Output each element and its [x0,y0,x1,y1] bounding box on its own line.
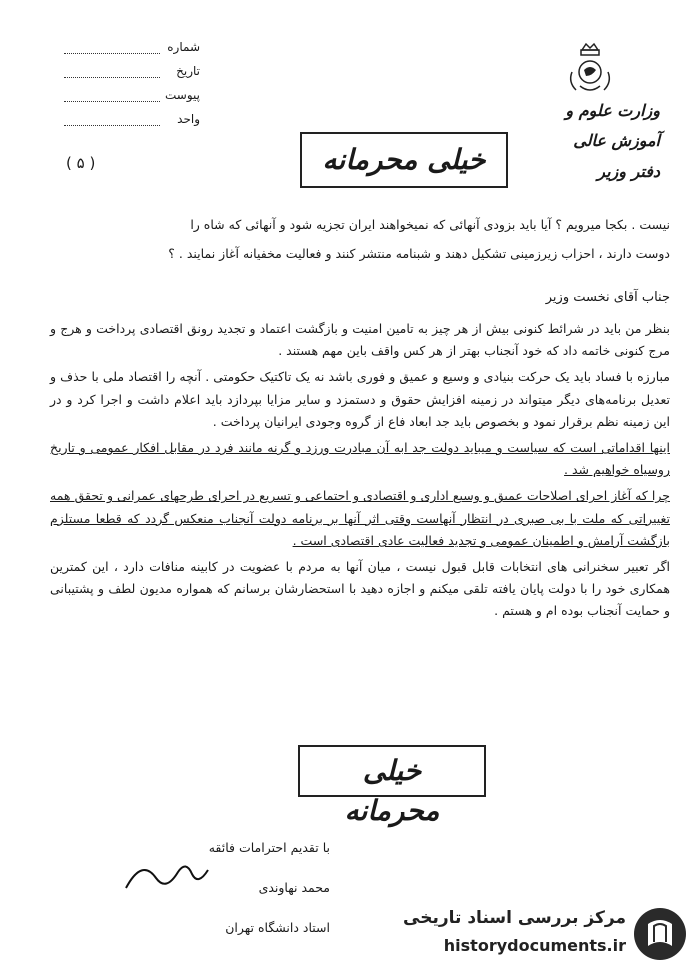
field-attachment [60,78,200,102]
page-number: ( ۵ ) [66,154,96,172]
field-number-label: شماره [167,40,200,54]
confidential-stamp-bottom: خیلی محرمانه [298,745,486,797]
ministry-heading [520,96,660,187]
paragraph: چرا که آغاز اجرای اصلاحات عمیق و وسیع اداری و اقتصادی و اجتماعی و تسریع در اجرای طرحهای عمرانی و تحقق همه تغییراتی که ملت با بی صبری در انتظار آنهاست وقتی اثر آنها بر برنامه دولت آنجناب منعکس گردد که قطعا مستلزم بازگشت آرامش و اطمینان عمومی و تجدید فعالیت عادی اقتصادی است . [50,488,670,548]
archive-url[interactable]: historydocuments.ir [443,936,626,955]
paragraph: اگر تعبیر سخنرانی های انتخابات قابل قبول نیست ، میان آنها به مردم با عضویت در کابینه منافات دارد ، این کمترین همکاری خود را با دولت پایان یافته تلقی میکنم و اجازه دهید با استحضارشان برسانم که همواره مدیون لطف و پشتیبانی و حمایت آنجناب بوده ام و هستم . [50,559,670,619]
paragraph: مبارزه با فساد باید یک حرکت بنیادی و وسیع و عمیق و فوری باشد نه یک تاکتیک حکومتی . آنچه را اقتصاد ملی با حذف و تعدیل برنامه‌های دیگر میتواند در زمینه افزایش حقوق و دستمزد و سایر مزایا بپردازد باید اعلام داشت و اجرا کرد و در این زمینه نظم برقرار نمود و بخصوص باید جد ابعاد فاع از گروه وجودی ایرانیان پرداخت . [50,369,670,429]
archive-logo-icon [632,906,688,962]
archive-title: مرکز بررسی اسناد تاریخی [403,908,626,928]
ministry-name: وزارت علوم و آموزش عالی [565,101,660,151]
confidential-stamp-top: خیلی محرمانه [300,132,508,188]
field-date-label: تاریخ [176,64,200,78]
paragraph: اینها اقداماتی است که سیاست و میباید دولت جد ابه آن مبادرت ورزد و گرنه مانند فرد در مقابل افکار عمومی و تاریخ روسیاه خواهیم شد . [50,440,670,478]
closing-regards: با تقدیم احترامات فائقه [208,840,330,855]
signer-title: استاد دانشگاه تهران [225,920,330,935]
field-unit [60,102,200,126]
handwritten-signature-icon [122,848,212,898]
field-number-line [64,41,160,54]
lion-and-sun-emblem-icon [566,42,614,98]
field-date [60,54,200,78]
field-unit-line [64,113,160,126]
salutation: جناب آقای نخست وزیر [545,290,670,305]
intro-line: دوست دارند ، احزاب زیرزمینی تشکیل دهند و شبنامه منتشر کنند و فعالیت مخفیانه آغاز نمایند . ؟ [168,245,670,261]
field-number [60,30,200,54]
paragraph: بنظر من باید در شرائط کنونی بیش از هر چیز به تامین امنیت و بازگشت اعتماد و تجدید رونق اقتصادی پرداخت و هرج و مرج کنونی خاتمه داد که خود آنجناب بهتر از هر کس واقف باین مهم هستند . [50,321,670,359]
field-attachment-label: پیوست [165,88,200,102]
office-name: دفتر وزیر [597,161,660,181]
intro-text [50,214,670,271]
header-fields [60,30,200,126]
intro-line: نیست . بکجا میرویم ؟ آیا باید بزودی آنهائی که نمیخواهند ایران تجزیه شود و آنهائی که شاه را [190,217,670,232]
field-attachment-line [64,89,160,102]
archive-watermark [396,904,692,964]
signer-name: محمد نهاوندی [258,880,330,895]
letter-body [50,318,670,627]
field-unit-label: واحد [177,112,200,126]
field-date-line [64,65,160,78]
